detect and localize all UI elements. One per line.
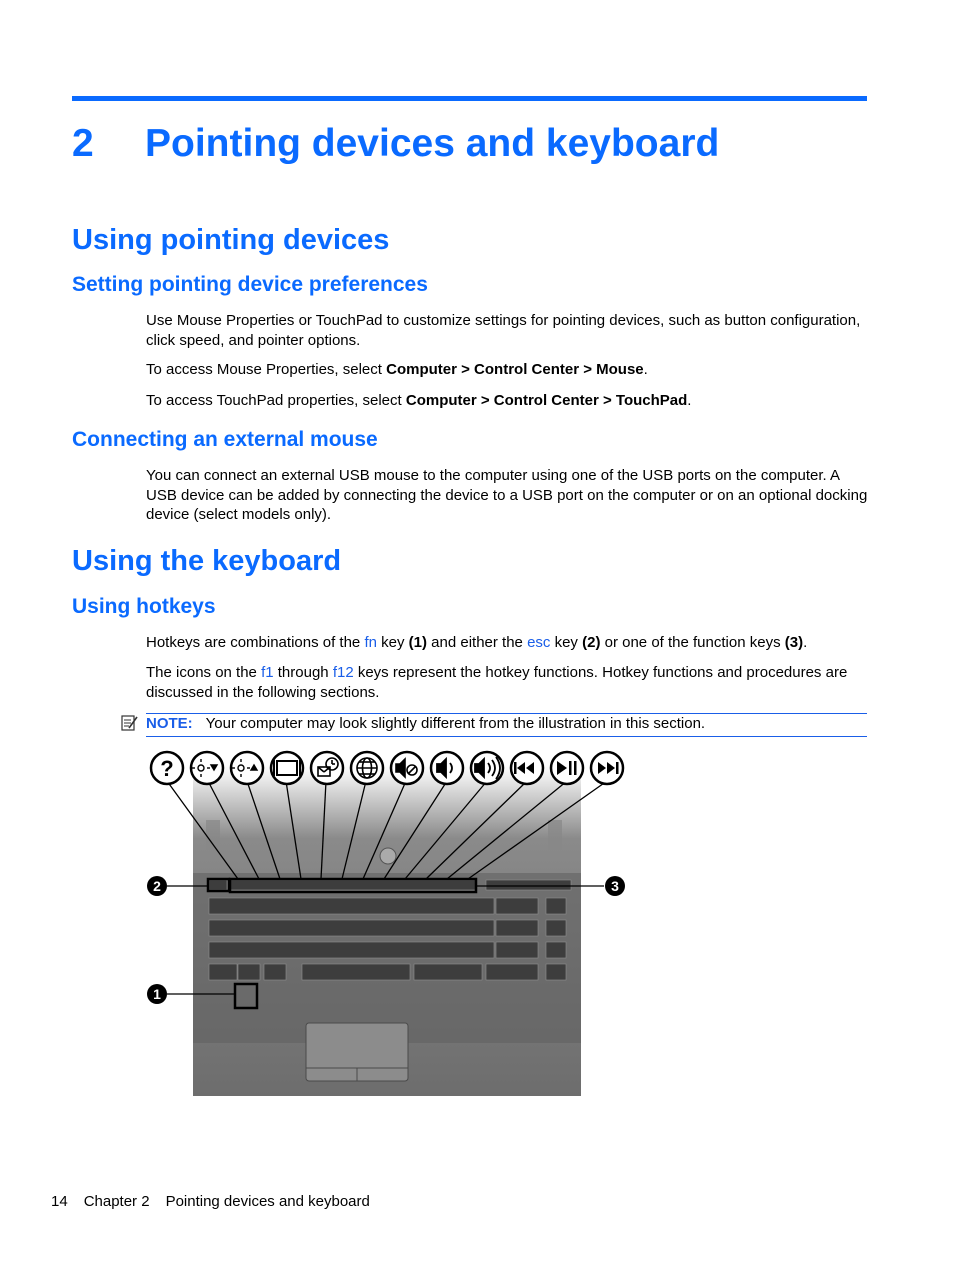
callout-ref-1: (1) — [408, 634, 427, 651]
note — [146, 714, 705, 734]
note-label: NOTE: — [146, 715, 193, 732]
fn-key-term: fn — [364, 634, 377, 651]
callout-label-3: 3 — [611, 878, 619, 894]
text-run: keys represent the hotkey functions. Hotkey functions and procedures are discussed in the following sections. — [146, 664, 848, 701]
subsection-title-preferences: Setting pointing device preferences — [72, 273, 428, 296]
subsection-title-external-mouse: Connecting an external mouse — [72, 428, 378, 451]
text-run: To access Mouse Properties, select — [146, 361, 387, 378]
callout-label-2: 2 — [153, 878, 161, 894]
chapter-rule — [72, 96, 867, 101]
text-run: . — [687, 392, 692, 409]
text-run: through — [273, 664, 333, 681]
text-run: key — [376, 634, 409, 651]
callout-ref-3: (3) — [784, 634, 804, 651]
page-number: 14 — [51, 1193, 68, 1210]
menu-path-touchpad: Computer > Control Center > TouchPad — [405, 392, 688, 409]
text-run: . — [803, 634, 808, 651]
menu-path-mouse: Computer > Control Center > Mouse — [386, 361, 644, 378]
text-run: or one of the function keys — [600, 634, 785, 651]
section-title-keyboard: Using the keyboard — [72, 545, 342, 577]
text-run: . — [643, 361, 648, 378]
paragraph-mouse-properties — [146, 360, 868, 380]
text-run: key — [550, 634, 583, 651]
chapter-number: 2 — [72, 122, 94, 165]
page-footer — [51, 1193, 370, 1210]
chapter-heading — [72, 122, 719, 166]
paragraph-external-mouse: You can connect an external USB mouse to the computer using one of the USB ports on the computer. A USB device can be added by connecting the device to a USB port on the computer or on an optional docking device (select models only). — [146, 467, 868, 523]
paragraph-hotkeys-intro — [146, 633, 868, 653]
esc-key-term: esc — [527, 634, 551, 651]
paragraph-hotkeys-icons — [146, 663, 868, 702]
text-run: Hotkeys are combinations of the — [146, 634, 365, 651]
text-run: To access TouchPad properties, select — [146, 392, 406, 409]
note-text: Your computer may look slightly different from the illustration in this section. — [205, 715, 706, 732]
f12-key-term: f12 — [332, 664, 354, 681]
note-icon — [120, 714, 138, 732]
chapter-title: Pointing devices and keyboard — [145, 122, 720, 165]
keyboard-illustration — [146, 748, 630, 1100]
subsection-title-hotkeys: Using hotkeys — [72, 595, 216, 618]
footer-title: Pointing devices and keyboard — [165, 1193, 370, 1210]
paragraph-preferences-intro: Use Mouse Properties or TouchPad to customize settings for pointing devices, such as button configuration, click speed, and pointer options. — [146, 312, 861, 349]
help-icon: ? — [160, 756, 174, 781]
callout-label-1: 1 — [153, 986, 161, 1002]
section-title-pointing: Using pointing devices — [72, 224, 390, 256]
footer-chapter: Chapter 2 — [83, 1193, 150, 1210]
text-run: The icons on the — [146, 664, 262, 681]
callout-ref-2: (2) — [582, 634, 601, 651]
paragraph-touchpad-properties — [146, 391, 868, 411]
f1-key-term: f1 — [261, 664, 274, 681]
text-run: and either the — [427, 634, 528, 651]
